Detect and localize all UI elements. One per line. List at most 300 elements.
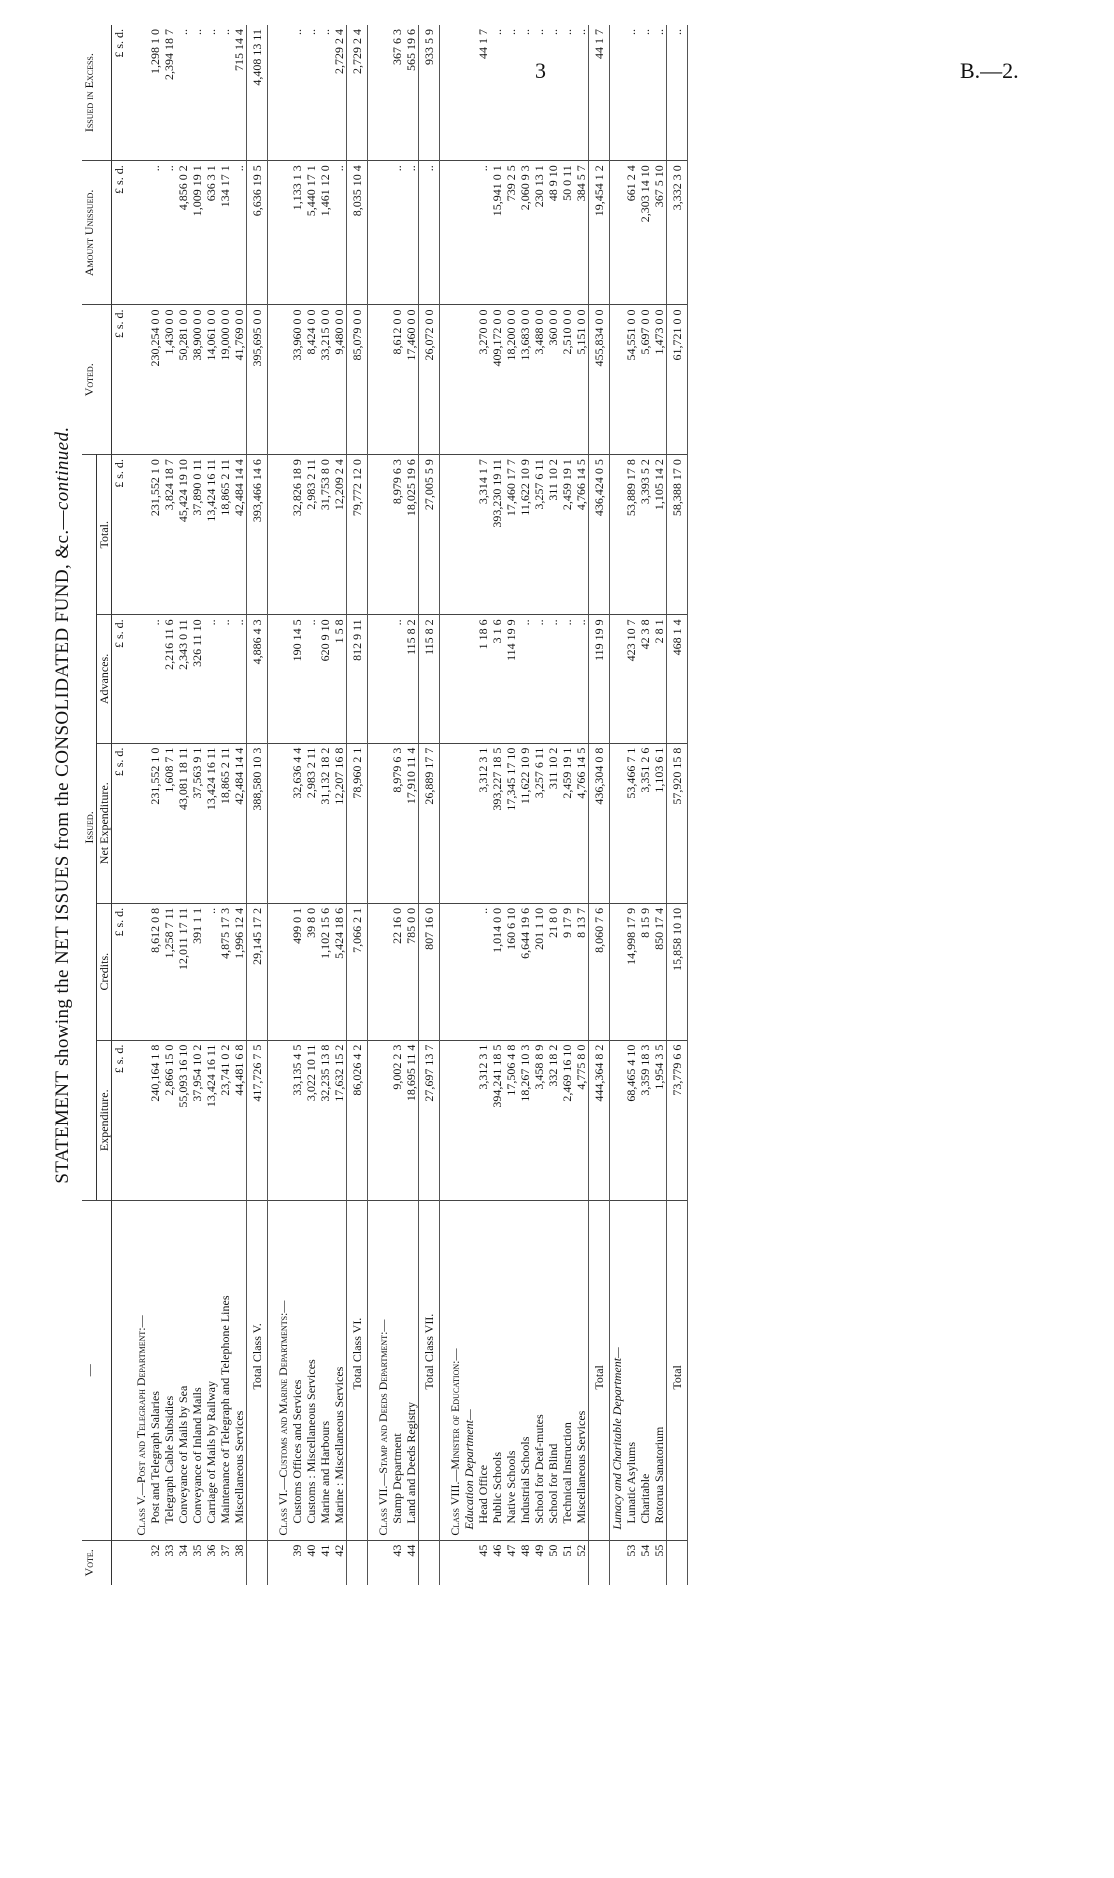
amount-cred: 1,102 15 6 <box>318 903 332 1040</box>
amount-net <box>462 743 476 903</box>
units-label: £ s. d. <box>112 903 127 1040</box>
vote-number <box>610 1540 625 1585</box>
amount-voted <box>462 305 476 455</box>
amount-voted: 395,695 0 0 <box>247 305 268 455</box>
amount-exp: 32,235 13 8 <box>318 1040 332 1200</box>
vote-number: 40 <box>304 1540 318 1585</box>
amount-cred: 1,014 0 0 <box>490 903 504 1040</box>
item-description: Marine : Miscellaneous Services <box>332 1200 347 1540</box>
amount-uniss <box>368 161 391 305</box>
amount-uniss: 2,303 14 10 <box>638 161 652 305</box>
vote-number <box>419 1540 440 1585</box>
amount-adv: .. <box>560 615 574 743</box>
amount-cred: 12,011 17 11 <box>176 903 190 1040</box>
amount-net <box>268 743 291 903</box>
amount-exp: 86,026 4 2 <box>347 1040 368 1200</box>
class-heading-row <box>126 25 148 1585</box>
amount-excess: .. <box>518 29 532 35</box>
amount-total: 2,983 2 11 <box>304 455 318 615</box>
amount-cred: 6,644 19 6 <box>518 903 532 1040</box>
amount-net: 53,466 7 1 <box>624 743 638 903</box>
amount-net: 3,257 6 11 <box>532 743 546 903</box>
amount-exp: 17,632 15 2 <box>332 1040 347 1200</box>
amount-net: 3,351 2 6 <box>638 743 652 903</box>
table-row <box>532 25 546 1585</box>
amount-voted: 50,281 0 0 <box>176 305 190 455</box>
amount-voted: 33,960 0 0 <box>290 305 304 455</box>
amount-excess: .. <box>204 29 218 35</box>
amount-total: 8,979 6 3 <box>390 455 404 615</box>
amount-excess: .. <box>652 29 666 35</box>
vote-number: 36 <box>204 1540 218 1585</box>
amount-exp: 3,458 8 9 <box>532 1040 546 1200</box>
amount-excess <box>268 25 291 161</box>
vote-number <box>462 1540 476 1585</box>
vote-number: 35 <box>190 1540 204 1585</box>
vote-number: 55 <box>652 1540 667 1585</box>
amount-excess: .. <box>667 25 688 161</box>
table-row <box>162 25 176 1585</box>
amount-uniss: .. <box>162 161 176 305</box>
amount-exp: 73,779 6 6 <box>667 1040 688 1200</box>
vote-number: 37 <box>218 1540 232 1585</box>
total-row <box>419 25 440 1585</box>
table-row <box>518 25 532 1585</box>
amount-excess: .. <box>318 29 332 35</box>
amount-cred: 21 8 0 <box>546 903 560 1040</box>
amount-cred: .. <box>476 903 490 1040</box>
amount-adv <box>462 615 476 743</box>
amount-uniss <box>440 161 463 305</box>
units-label: £ s. d. <box>112 305 127 455</box>
amount-total: 79,772 12 0 <box>347 455 368 615</box>
amount-voted: 33,215 0 0 <box>318 305 332 455</box>
amount-uniss: 15,941 0 1 <box>490 161 504 305</box>
amount-adv: .. <box>148 615 162 743</box>
amount-voted: 455,834 0 0 <box>589 305 610 455</box>
amount-exp: 332 18 2 <box>546 1040 560 1200</box>
amount-excess <box>440 25 463 161</box>
amount-total: 231,552 1 0 <box>148 455 162 615</box>
item-description: Customs : Miscellaneous Services <box>304 1200 318 1540</box>
amount-total <box>462 455 476 615</box>
amount-uniss: .. <box>390 161 404 305</box>
amount-cred: 850 17 4 <box>652 903 667 1040</box>
total-label: Total Class VII. <box>419 1200 440 1540</box>
total-label: Total <box>667 1200 688 1540</box>
item-description: Marine and Harbours <box>318 1200 332 1540</box>
amount-total: 45,424 19 10 <box>176 455 190 615</box>
amount-exp: 13,424 16 11 <box>204 1040 218 1200</box>
amount-voted <box>610 305 625 455</box>
total-row <box>347 25 368 1585</box>
amount-exp: 9,002 2 3 <box>390 1040 404 1200</box>
amount-adv <box>268 615 291 743</box>
amount-uniss: 3,332 3 0 <box>667 161 688 305</box>
amount-uniss: 50 0 11 <box>560 161 574 305</box>
col-issued-group: Issued. <box>82 455 97 1201</box>
amount-exp: 3,312 3 1 <box>476 1040 490 1200</box>
amount-exp <box>368 1040 391 1200</box>
amount-total: 17,460 17 7 <box>504 455 518 615</box>
col-expenditure: Expenditure. <box>97 1040 112 1200</box>
vote-number: 44 <box>404 1540 419 1585</box>
amount-excess: .. <box>532 29 546 35</box>
amount-voted: 54,551 0 0 <box>624 305 638 455</box>
units-label: £ s. d. <box>112 455 127 615</box>
col-advances: Advances. <box>97 615 112 743</box>
amount-exp: 240,164 1 8 <box>148 1040 162 1200</box>
amount-adv: .. <box>204 615 218 743</box>
amount-total: 3,393 5 2 <box>638 455 652 615</box>
amount-voted <box>126 305 148 455</box>
item-description: Maintenance of Telegraph and Telephone Lines <box>218 1200 232 1540</box>
amount-net: 17,910 11 4 <box>404 743 419 903</box>
table-row <box>204 25 218 1585</box>
vote-number: 41 <box>318 1540 332 1585</box>
amount-adv: 423 10 7 <box>624 615 638 743</box>
amount-voted: 19,000 0 0 <box>218 305 232 455</box>
amount-voted <box>368 305 391 455</box>
amount-excess: .. <box>504 29 518 35</box>
table-row <box>476 25 490 1585</box>
amount-adv: .. <box>232 615 247 743</box>
amount-uniss <box>462 161 476 305</box>
item-description: Conveyance of Mails by Sea <box>176 1200 190 1540</box>
amount-exp: 4,775 8 0 <box>574 1040 589 1200</box>
amount-cred: 8,612 0 8 <box>148 903 162 1040</box>
amount-adv <box>126 615 148 743</box>
class-heading-row <box>268 25 291 1585</box>
units-label: £ s. d. <box>112 615 127 743</box>
amount-voted: 230,254 0 0 <box>148 305 162 455</box>
amount-total: 393,466 14 6 <box>247 455 268 615</box>
amount-total: 2,459 19 1 <box>560 455 574 615</box>
amount-net: 1,103 6 1 <box>652 743 667 903</box>
amount-excess: 4,408 13 11 <box>247 25 268 161</box>
vote-number: 51 <box>560 1540 574 1585</box>
amount-voted: 1,430 0 0 <box>162 305 176 455</box>
amount-adv: 1 5 8 <box>332 615 347 743</box>
table-row <box>546 25 560 1585</box>
amount-total: 3,257 6 11 <box>532 455 546 615</box>
amount-adv: 2,343 0 11 <box>176 615 190 743</box>
table-row <box>218 25 232 1585</box>
amount-excess: .. <box>638 29 652 35</box>
amount-excess: 44 1 7 <box>476 29 490 59</box>
col-voted: Voted. <box>82 305 112 455</box>
amount-cred: 499 0 1 <box>290 903 304 1040</box>
amount-adv: .. <box>390 615 404 743</box>
amount-voted: 18,200 0 0 <box>504 305 518 455</box>
amount-cred: 201 1 10 <box>532 903 546 1040</box>
document-reference: B.—2. <box>960 58 1019 83</box>
amount-excess <box>126 25 148 161</box>
amount-cred: 8 13 7 <box>574 903 589 1040</box>
amount-adv: .. <box>532 615 546 743</box>
amount-uniss: 2,060 9 3 <box>518 161 532 305</box>
amount-uniss: 230 13 1 <box>532 161 546 305</box>
vote-number: 46 <box>490 1540 504 1585</box>
amount-voted: 85,079 0 0 <box>347 305 368 455</box>
vote-number: 53 <box>624 1540 638 1585</box>
amount-uniss: 134 17 1 <box>218 161 232 305</box>
table-row <box>148 25 162 1585</box>
amount-adv: 3 1 6 <box>490 615 504 743</box>
total-label: Total <box>589 1200 610 1540</box>
item-description: Customs Offices and Services <box>290 1200 304 1540</box>
subheading-row <box>462 25 476 1585</box>
amount-exp: 33,135 4 5 <box>290 1040 304 1200</box>
table-row <box>190 25 204 1585</box>
table-row <box>290 25 304 1585</box>
class-heading: Class VIII.—Minister of Education:— <box>440 1200 463 1540</box>
amount-voted: 3,270 0 0 <box>476 305 490 455</box>
amount-voted: 8,424 0 0 <box>304 305 318 455</box>
amount-net: 231,552 1 0 <box>148 743 162 903</box>
class-heading-row <box>368 25 391 1585</box>
statement-table <box>82 25 688 1585</box>
amount-cred: 9 17 9 <box>560 903 574 1040</box>
amount-uniss <box>610 161 625 305</box>
amount-net: 31,132 18 2 <box>318 743 332 903</box>
vote-number <box>667 1540 688 1585</box>
amount-excess: .. <box>290 29 304 35</box>
amount-excess: 2,394 18 7 <box>162 29 176 80</box>
amount-net: 43,081 18 11 <box>176 743 190 903</box>
amount-cred <box>268 903 291 1040</box>
amount-exp <box>126 1040 148 1200</box>
amount-voted: 38,900 0 0 <box>190 305 204 455</box>
amount-uniss: 48 9 10 <box>546 161 560 305</box>
statement-body <box>112 25 688 1585</box>
col-net-expenditure: Net Expenditure. <box>97 743 112 903</box>
amount-net: 57,920 15 8 <box>667 743 688 903</box>
amount-voted: 360 0 0 <box>546 305 560 455</box>
amount-net: 12,207 16 8 <box>332 743 347 903</box>
amount-net: 8,979 6 3 <box>390 743 404 903</box>
amount-net <box>610 743 625 903</box>
amount-adv: 2 8 1 <box>652 615 667 743</box>
amount-voted: 26,072 0 0 <box>419 305 440 455</box>
amount-net: 1,608 7 1 <box>162 743 176 903</box>
amount-exp: 55,093 16 10 <box>176 1040 190 1200</box>
class-heading-row <box>440 25 463 1585</box>
amount-excess: .. <box>574 29 588 35</box>
amount-excess: 367 6 3 <box>390 29 404 65</box>
amount-excess: 715 14 4 <box>232 29 246 71</box>
department-subheading: Lunacy and Charitable Department— <box>610 1200 625 1540</box>
amount-voted: 13,683 0 0 <box>518 305 532 455</box>
amount-voted: 5,151 0 0 <box>574 305 589 455</box>
amount-voted <box>268 305 291 455</box>
amount-net: 18,865 2 11 <box>218 743 232 903</box>
total-row <box>247 25 268 1585</box>
item-description: Rotorua Sanatorium <box>652 1200 667 1540</box>
class-heading: Class V.—Post and Telegraph Department:— <box>126 1200 148 1540</box>
item-description: Stamp Department <box>390 1200 404 1540</box>
amount-exp: 27,697 13 7 <box>419 1040 440 1200</box>
amount-excess: 1,298 1 0 <box>148 29 162 74</box>
vote-number <box>268 1540 291 1585</box>
item-description: Carriage of Mails by Railway <box>204 1200 218 1540</box>
amount-exp: 394,241 18 5 <box>490 1040 504 1200</box>
amount-cred <box>368 903 391 1040</box>
amount-voted: 5,697 0 0 <box>638 305 652 455</box>
amount-net: 37,563 9 1 <box>190 743 204 903</box>
page-number: 3 <box>535 58 546 83</box>
amount-exp: 37,954 10 2 <box>190 1040 204 1200</box>
amount-voted: 2,510 0 0 <box>560 305 574 455</box>
item-description: Telegraph Cable Subsidies <box>162 1200 176 1540</box>
amount-net <box>440 743 463 903</box>
amount-adv: .. <box>218 615 232 743</box>
amount-total: 13,424 16 11 <box>204 455 218 615</box>
amount-excess: .. <box>546 29 560 35</box>
amount-cred: .. <box>204 903 218 1040</box>
amount-uniss: 1,461 12 0 <box>318 161 332 305</box>
amount-uniss: 384 5 7 <box>574 161 589 305</box>
table-row <box>332 25 347 1585</box>
amount-total: 58,388 17 0 <box>667 455 688 615</box>
vote-number <box>247 1540 268 1585</box>
amount-adv: 2,216 11 6 <box>162 615 176 743</box>
amount-excess: .. <box>176 29 190 35</box>
amount-adv: 812 9 11 <box>347 615 368 743</box>
amount-excess <box>368 25 391 161</box>
vote-number <box>589 1540 610 1585</box>
units-label: £ s. d. <box>112 743 127 903</box>
item-description: Miscellaneous Services <box>574 1200 589 1540</box>
title-continued: continued. <box>52 426 73 511</box>
vote-number: 54 <box>638 1540 652 1585</box>
amount-adv: .. <box>304 615 318 743</box>
amount-adv: 114 19 9 <box>504 615 518 743</box>
amount-total: 53,889 17 8 <box>624 455 638 615</box>
col-total: Total. <box>97 455 112 615</box>
amount-exp <box>610 1040 625 1200</box>
amount-net <box>368 743 391 903</box>
amount-total: 32,826 18 9 <box>290 455 304 615</box>
vote-number: 48 <box>518 1540 532 1585</box>
amount-excess: 933 5 9 <box>419 25 440 161</box>
amount-exp: 18,267 10 3 <box>518 1040 532 1200</box>
item-description: Industrial Schools <box>518 1200 532 1540</box>
amount-exp: 68,465 4 10 <box>624 1040 638 1200</box>
amount-total: 18,025 19 6 <box>404 455 419 615</box>
units-label: £ s. d. <box>112 1040 127 1200</box>
amount-exp <box>462 1040 476 1200</box>
amount-cred: 4,875 17 3 <box>218 903 232 1040</box>
amount-net: 32,636 4 4 <box>290 743 304 903</box>
amount-net: 388,580 10 3 <box>247 743 268 903</box>
amount-adv: 1 18 6 <box>476 615 490 743</box>
table-row <box>490 25 504 1585</box>
amount-cred: 1,258 7 11 <box>162 903 176 1040</box>
amount-cred <box>126 903 148 1040</box>
amount-adv: 119 19 9 <box>589 615 610 743</box>
amount-net: 436,304 0 8 <box>589 743 610 903</box>
amount-voted: 9,480 0 0 <box>332 305 347 455</box>
amount-cred: 39 8 0 <box>304 903 318 1040</box>
amount-net: 2,459 19 1 <box>560 743 574 903</box>
vote-number: 52 <box>574 1540 589 1585</box>
col-excess: Issued in Excess. <box>82 25 112 161</box>
amount-uniss: .. <box>232 161 247 305</box>
amount-net: 11,622 10 9 <box>518 743 532 903</box>
department-subheading: Education Department— <box>462 1200 476 1540</box>
table-row <box>304 25 318 1585</box>
amount-exp: 18,695 11 4 <box>404 1040 419 1200</box>
amount-exp: 44,481 6 8 <box>232 1040 247 1200</box>
amount-net: 78,960 2 1 <box>347 743 368 903</box>
vote-number: 45 <box>476 1540 490 1585</box>
vote-number <box>440 1540 463 1585</box>
amount-total: 11,622 10 9 <box>518 455 532 615</box>
amount-uniss: .. <box>332 161 347 305</box>
amount-excess: 2,729 2 4 <box>347 25 368 161</box>
amount-exp: 3,359 18 3 <box>638 1040 652 1200</box>
amount-cred: 1,996 12 4 <box>232 903 247 1040</box>
amount-total <box>440 455 463 615</box>
amount-excess <box>610 25 625 161</box>
amount-total: 1,105 14 2 <box>652 455 667 615</box>
amount-uniss <box>126 161 148 305</box>
amount-net: 42,484 14 4 <box>232 743 247 903</box>
table-row <box>638 25 652 1585</box>
col-vote: Vote. <box>82 1540 112 1585</box>
amount-cred: 391 1 1 <box>190 903 204 1040</box>
item-description: Public Schools <box>490 1200 504 1540</box>
amount-uniss: 4,856 0 2 <box>176 161 190 305</box>
amount-voted: 61,721 0 0 <box>667 305 688 455</box>
amount-total: 37,890 0 11 <box>190 455 204 615</box>
table-row <box>574 25 589 1585</box>
amount-voted: 14,061 0 0 <box>204 305 218 455</box>
amount-uniss <box>268 161 291 305</box>
vote-number: 33 <box>162 1540 176 1585</box>
item-description: Charitable <box>638 1200 652 1540</box>
amount-cred: 8,060 7 6 <box>589 903 610 1040</box>
total-row <box>667 25 688 1585</box>
vote-number: 42 <box>332 1540 347 1585</box>
units-label: £ s. d. <box>112 29 126 58</box>
statement-rotated <box>52 25 688 1585</box>
amount-total <box>368 455 391 615</box>
amount-uniss: 1,009 19 1 <box>190 161 204 305</box>
amount-total: 436,424 0 5 <box>589 455 610 615</box>
vote-number: 50 <box>546 1540 560 1585</box>
amount-total: 393,230 19 11 <box>490 455 504 615</box>
vote-number <box>368 1540 391 1585</box>
amount-adv <box>610 615 625 743</box>
amount-excess: 44 1 7 <box>589 25 610 161</box>
item-description: Conveyance of Inland Mails <box>190 1200 204 1540</box>
amount-excess: .. <box>560 29 574 35</box>
vote-number: 39 <box>290 1540 304 1585</box>
amount-exp: 2,469 16 10 <box>560 1040 574 1200</box>
amount-voted: 3,488 0 0 <box>532 305 546 455</box>
amount-cred: 29,145 17 2 <box>247 903 268 1040</box>
item-description: School for Deaf-mutes <box>532 1200 546 1540</box>
item-description: School for Blind <box>546 1200 560 1540</box>
amount-exp: 17,506 4 8 <box>504 1040 518 1200</box>
vote-number: 49 <box>532 1540 546 1585</box>
amount-adv: 326 11 10 <box>190 615 204 743</box>
amount-adv: 4,886 4 3 <box>247 615 268 743</box>
amount-uniss: .. <box>476 161 490 305</box>
total-label: Total Class VI. <box>347 1200 368 1540</box>
